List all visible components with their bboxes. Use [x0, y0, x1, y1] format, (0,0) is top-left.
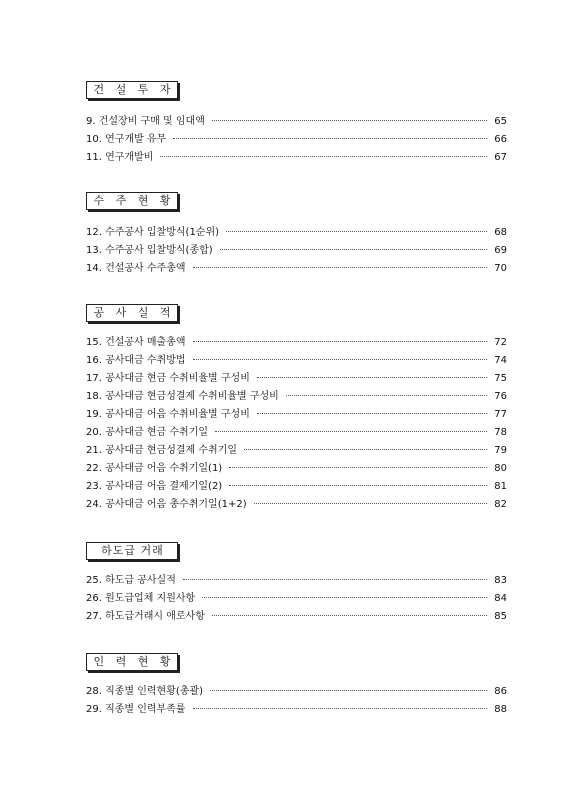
toc-entry[interactable] [86, 370, 507, 388]
toc-entry[interactable] [86, 149, 507, 167]
toc-entry[interactable] [86, 572, 507, 590]
entry-page: 66 [494, 134, 507, 145]
entry-label: 25. 하도급 공사실적 [86, 575, 176, 586]
dot-leader [160, 155, 487, 157]
entry-page: 82 [494, 499, 507, 510]
entry-page: 75 [494, 373, 507, 384]
dot-leader [193, 358, 487, 360]
entry-label: 15. 건설공사 매출총액 [86, 337, 186, 348]
entry-label: 26. 원도급업체 지원사항 [86, 593, 196, 604]
toc-entry[interactable] [86, 424, 507, 442]
dot-leader [226, 230, 487, 232]
section-orders [86, 192, 507, 274]
section-title: 수 주 현 황 [86, 192, 178, 210]
entry-page: 65 [494, 116, 507, 127]
toc-entry[interactable] [86, 260, 507, 278]
entry-page: 84 [494, 593, 507, 604]
section-subcontracting [86, 542, 507, 622]
entry-label: 9. 건설장비 구매 및 임대액 [86, 116, 205, 127]
entry-label: 21. 공사대금 현금성결제 수취기일 [86, 445, 238, 456]
entry-label: 14. 건설공사 수주총액 [86, 263, 186, 274]
entry-page: 88 [494, 704, 507, 715]
dot-leader [229, 466, 487, 468]
section-title: 건 설 투 자 [86, 81, 178, 99]
toc-entry[interactable] [86, 460, 507, 478]
toc-entry[interactable] [86, 442, 507, 460]
entry-page: 85 [494, 611, 507, 622]
dot-leader [257, 412, 487, 414]
toc-entry[interactable] [86, 496, 507, 514]
section-title: 인 력 현 황 [86, 653, 178, 671]
entry-page: 79 [494, 445, 507, 456]
entry-page: 67 [494, 152, 507, 163]
entry-page: 76 [494, 391, 507, 402]
toc-entry[interactable] [86, 683, 507, 701]
entry-label: 13. 수주공사 입찰방식(종합) [86, 245, 213, 256]
dot-leader [193, 340, 487, 342]
section-title: 공 사 실 적 [86, 304, 178, 322]
toc-entry[interactable] [86, 608, 507, 626]
entry-label: 27. 하도급거래시 애로사항 [86, 611, 205, 622]
entry-label: 19. 공사대금 어음 수취비율별 구성비 [86, 409, 250, 420]
toc-entry[interactable] [86, 590, 507, 608]
toc-entry[interactable] [86, 334, 507, 352]
entry-page: 80 [494, 463, 507, 474]
entry-page: 68 [494, 227, 507, 238]
entry-label: 18. 공사대금 현금성결제 수취비율별 구성비 [86, 391, 279, 402]
entry-page: 78 [494, 427, 507, 438]
toc-entry[interactable] [86, 352, 507, 370]
dot-leader [229, 484, 487, 486]
dot-leader [254, 502, 487, 504]
entry-page: 72 [494, 337, 507, 348]
dot-leader [244, 448, 487, 450]
toc-entry[interactable] [86, 406, 507, 424]
dot-leader [215, 430, 487, 432]
dot-leader [220, 248, 487, 250]
entry-label: 12. 수주공사 입찰방식(1순위) [86, 227, 220, 238]
entry-page: 86 [494, 686, 507, 697]
entry-label: 11. 연구개발비 [86, 152, 154, 163]
entry-label: 16. 공사대금 수취방법 [86, 355, 186, 366]
toc-entry[interactable] [86, 131, 507, 149]
dot-leader [202, 596, 487, 598]
entry-page: 83 [494, 575, 507, 586]
section-workforce [86, 653, 507, 715]
dot-leader [173, 137, 487, 139]
section-title: 하도급 거래 [86, 542, 178, 560]
entry-label: 24. 공사대금 어음 총수취기일(1+2) [86, 499, 247, 510]
dot-leader [212, 614, 487, 616]
entry-page: 69 [494, 245, 507, 256]
entry-label: 20. 공사대금 현금 수취기일 [86, 427, 209, 438]
entry-label: 23. 공사대금 어음 결제기일(2) [86, 481, 223, 492]
toc-entry[interactable] [86, 242, 507, 260]
toc-entry[interactable] [86, 224, 507, 242]
dot-leader [257, 376, 487, 378]
entry-label: 28. 직종별 인력현황(총괄) [86, 686, 204, 697]
section-construction-results [86, 304, 507, 510]
entry-page: 70 [494, 263, 507, 274]
entry-label: 22. 공사대금 어음 수취기일(1) [86, 463, 223, 474]
entry-page: 74 [494, 355, 507, 366]
dot-leader [212, 119, 487, 121]
dot-leader [193, 707, 487, 709]
section-construction-investment [86, 81, 507, 163]
toc-entry[interactable] [86, 388, 507, 406]
dot-leader [183, 578, 487, 580]
entry-label: 29. 직종별 인력부족률 [86, 704, 186, 715]
entry-label: 17. 공사대금 현금 수취비율별 구성비 [86, 373, 250, 384]
entry-page: 81 [494, 481, 507, 492]
entry-label: 10. 연구개발 유무 [86, 134, 167, 145]
toc-entry[interactable] [86, 478, 507, 496]
toc-entry[interactable] [86, 113, 507, 131]
entry-page: 77 [494, 409, 507, 420]
toc-entry[interactable] [86, 701, 507, 719]
dot-leader [193, 266, 487, 268]
dot-leader [210, 689, 487, 691]
dot-leader [286, 394, 487, 396]
